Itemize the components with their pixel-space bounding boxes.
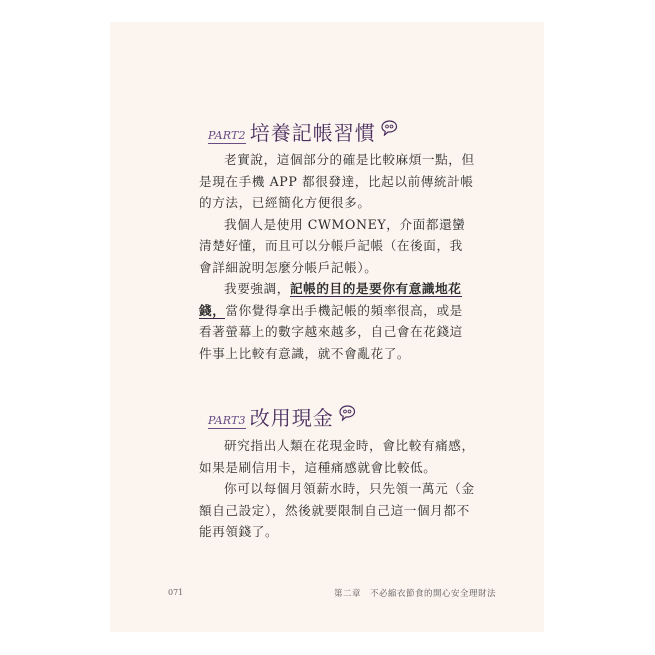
paragraph: 你可以每個月領薪水時，只先領一萬元（金額自己設定），然後就要限制自己這一個月都不能再領錢了。: [199, 481, 475, 539]
paragraph: 老實說，這個部分的確是比較麻煩一點，但是現在手機 APP 都很發達，比起以前傳統計帳的方法，已經簡化方便很多。: [199, 152, 475, 210]
section-body-part3: [199, 435, 475, 543]
part-label: PART2: [208, 129, 246, 142]
section-body-part2: [199, 149, 475, 364]
paragraph: 研究指出人類在花現金時，會比較有痛感，如果是刷信用卡，這種痛感就會比較低。: [199, 438, 475, 475]
section-title: 培養記帳習慣: [249, 121, 376, 145]
book-page: [110, 22, 544, 632]
section-heading-part3: [208, 405, 356, 429]
paragraph-lead: 我要強調，: [224, 281, 290, 296]
emphasized-text: 記帳的目的是要你有意識地花錢，: [199, 281, 462, 318]
paragraph-rest: 當你覺得拿出手機記帳的頻率很高，或是看著螢幕上的數字越來越多，自己會在花錢這件事上比較有意識，就不會亂花了。: [199, 302, 463, 361]
speech-bubble-icon: [380, 120, 398, 136]
paragraph: 我個人是使用 CWMONEY，介面都還蠻清楚好懂，而且可以分帳戶記帳（在後面，我會詳細說明怎麼分帳戶記帳）。: [199, 216, 466, 275]
section-heading-part2: [208, 120, 398, 144]
part-label: PART3: [208, 414, 246, 427]
page-number: 071: [168, 588, 184, 597]
chapter-title: 第二章 不必縮衣節食的開心安全理財法: [333, 589, 496, 599]
paragraph: [199, 278, 475, 364]
speech-bubble-icon: [338, 405, 356, 421]
section-title: 改用現金: [249, 406, 334, 430]
